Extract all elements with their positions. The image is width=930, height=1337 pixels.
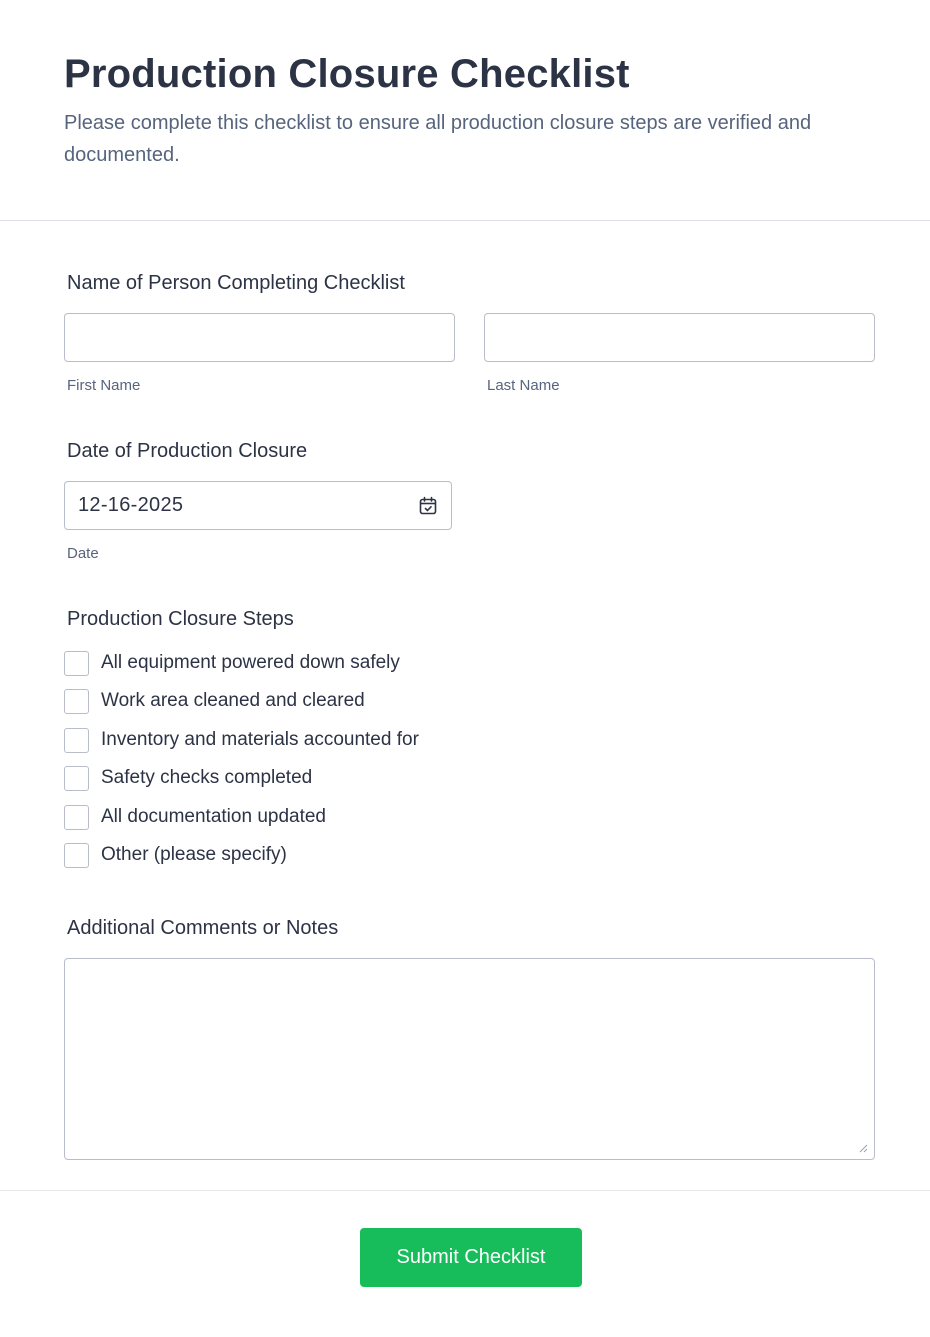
date-input[interactable] [64,481,452,530]
page-subtitle: Please complete this checklist to ensure all production closure steps are verified and documented. [64,112,812,166]
checkbox-label: Work area cleaned and cleared [101,690,365,712]
footer-divider [0,1190,930,1191]
name-label: Name of Person Completing Checklist [67,272,405,294]
resize-handle-icon[interactable] [859,1144,868,1153]
date-label: Date of Production Closure [67,440,308,462]
checkbox[interactable] [64,766,89,791]
checkbox-label: Other (please specify) [101,843,287,865]
first-name-sublabel: First Name [67,377,141,394]
checkbox[interactable] [64,689,89,714]
checkbox[interactable] [64,651,89,676]
calendar-icon[interactable] [418,496,438,516]
date-sublabel: Date [67,545,99,562]
last-name-sublabel: Last Name [487,377,560,394]
checkbox-label: Inventory and materials accounted for [101,728,419,750]
checklist-item[interactable] [64,766,419,804]
page-title: Production Closure Checklist [64,52,630,96]
comments-textarea[interactable] [64,958,875,1160]
date-value: 12-16-2025 [78,494,184,516]
checklist-item[interactable] [64,805,419,843]
checkbox[interactable] [64,843,89,868]
checklist-item[interactable] [64,651,419,689]
first-name-input[interactable] [64,313,455,362]
checklist-item[interactable] [64,843,419,881]
checkbox[interactable] [64,805,89,830]
steps-checklist [64,651,419,881]
steps-label: Production Closure Steps [67,608,294,630]
checkbox-label: All equipment powered down safely [101,652,400,673]
checklist-item[interactable] [64,728,419,766]
checkbox-label: All documentation updated [101,805,326,827]
form-header [0,0,930,221]
checkbox-label: Safety checks completed [101,767,313,789]
submit-button[interactable]: Submit Checklist [360,1228,582,1287]
checklist-item[interactable] [64,689,419,727]
comments-label: Additional Comments or Notes [67,917,339,939]
checkbox[interactable] [64,728,89,753]
last-name-input[interactable] [484,313,875,362]
